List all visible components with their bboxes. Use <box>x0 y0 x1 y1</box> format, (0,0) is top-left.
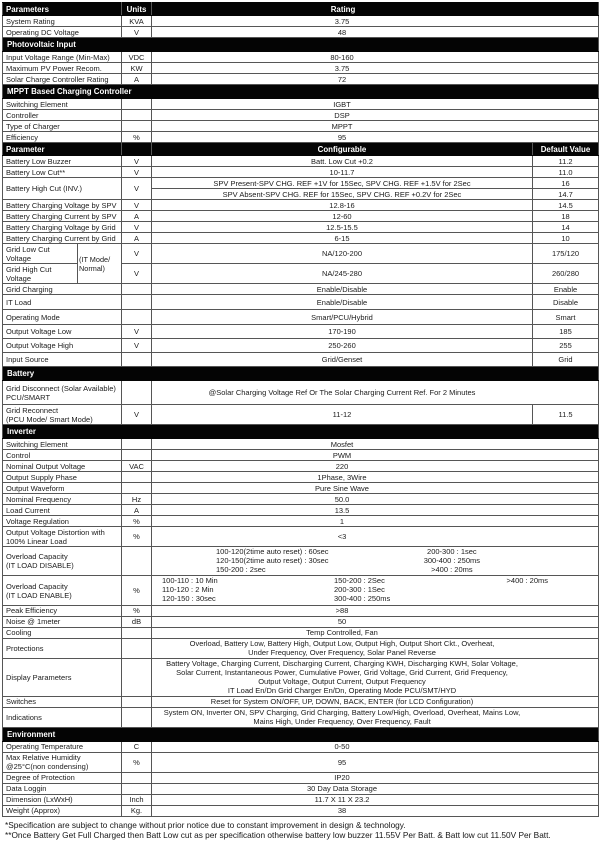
default-cell: Grid <box>533 353 599 367</box>
text-line: 100-110 : 10 Min <box>162 576 218 586</box>
unit-cell: C <box>122 741 152 752</box>
unit-cell: Inch <box>122 794 152 805</box>
param-cell: Cooling <box>3 627 122 638</box>
table-row <box>3 52 599 63</box>
default-cell: 14.7 <box>533 189 599 200</box>
table-row <box>3 167 599 178</box>
table-row <box>3 627 599 638</box>
table-row <box>3 472 599 483</box>
table-row <box>3 178 599 189</box>
value-cell: 30 Day Data Storage <box>152 783 599 794</box>
table-row <box>3 284 599 295</box>
default-cell: 185 <box>533 325 599 339</box>
table-row <box>3 325 599 339</box>
param-cell: Battery Low Buzzer <box>3 156 122 167</box>
unit-cell: VDC <box>122 52 152 63</box>
section-header-row <box>3 38 599 52</box>
param-cell: Battery Charging Voltage by Grid <box>3 222 122 233</box>
param-cell: Indications <box>3 707 122 727</box>
table-row <box>3 494 599 505</box>
table-row <box>3 121 599 132</box>
param-cell: Operating Temperature <box>3 741 122 752</box>
param-cell: Output Supply Phase <box>3 472 122 483</box>
param-cell: Operating Mode <box>3 310 122 325</box>
value-cell: 12.8-16 <box>152 200 533 211</box>
param-cell: Protections <box>3 638 122 658</box>
table-row <box>3 696 599 707</box>
table-row <box>3 805 599 816</box>
param-cell: Degree of Protection <box>3 772 122 783</box>
unit-cell: % <box>122 527 152 547</box>
unit-cell: % <box>122 132 152 143</box>
value-cell: 6-15 <box>152 233 533 244</box>
param-cell: Output Waveform <box>3 483 122 494</box>
unit-cell: KW <box>122 63 152 74</box>
unit-cell: A <box>122 74 152 85</box>
param-cell: Operating DC Voltage <box>3 27 122 38</box>
table-row <box>3 707 599 727</box>
section-title: MPPT Based Charging Controller <box>3 85 599 99</box>
text-line: @25°C(non condensing) <box>6 762 89 772</box>
param-cell: Display Parameters <box>3 658 122 696</box>
unit-cell: V <box>122 178 152 200</box>
param-cell: Input Voltage Range (Min-Max) <box>3 52 122 63</box>
param-cell <box>3 381 122 405</box>
text-line: >400 : 20ms <box>431 564 473 574</box>
text-line: Mains High, Under Frequency, Over Frequency, Fault <box>253 717 431 727</box>
param-cell <box>3 576 122 605</box>
text-line: Normal) <box>79 263 105 273</box>
default-cell: Smart <box>533 310 599 325</box>
text-line: Overload, Battery Low, Battery High, Output Low, Output High, Output Short Ckt., Overheat, <box>189 639 495 649</box>
value-cell: 1Phase, 3Wire <box>152 472 599 483</box>
column-header-configurable: Configurable <box>152 143 533 156</box>
value-cell: 95 <box>152 132 599 143</box>
table-row <box>3 605 599 616</box>
param-cell <box>3 752 122 772</box>
value-cell: 12-60 <box>152 211 533 222</box>
value-cell: 50.0 <box>152 494 599 505</box>
param-cell: Maximum PV Power Recom. <box>3 63 122 74</box>
text-line: PCU/SMART <box>6 392 51 402</box>
param-cell: Load Current <box>3 505 122 516</box>
table-row <box>3 99 599 110</box>
value-cell: 3.75 <box>152 16 599 27</box>
unit-cell: VAC <box>122 461 152 472</box>
text-line: 200-300 : 1Sec <box>333 585 385 595</box>
table-row <box>3 244 599 264</box>
table-row <box>3 516 599 527</box>
value-cell <box>152 576 599 605</box>
value-cell <box>152 658 599 696</box>
value-cell: @Solar Charging Voltage Ref Or The Solar Charging Current Ref. For 2 Minutes <box>152 381 599 405</box>
text-line: 300-400 : 250ms <box>333 593 391 603</box>
unit-cell: Hz <box>122 494 152 505</box>
unit-cell: V <box>122 264 152 284</box>
table-row <box>3 222 599 233</box>
table-row <box>3 752 599 772</box>
param-cell: System Rating <box>3 16 122 27</box>
param-cell: Voltage Regulation <box>3 516 122 527</box>
unit-cell <box>122 310 152 325</box>
value-cell: Reset for System ON/OFF, UP, DOWN, BACK, ENTER (for LCD Configuration) <box>152 696 599 707</box>
unit-cell: V <box>122 200 152 211</box>
default-cell: Disable <box>533 295 599 310</box>
default-cell: 175/120 <box>533 244 599 264</box>
unit-cell <box>122 772 152 783</box>
text-line: Battery Voltage, Charging Current, Discharging Current, Charging KWH, Discharging KWH, Solar Voltage, <box>166 659 518 669</box>
table-row <box>3 353 599 367</box>
param-cell: Grid High Cut Voltage <box>3 264 78 284</box>
value-cell: SPV Absent-SPV CHG. REF for 15Sec, SPV CHG. REF +0.2V for 2Sec <box>152 189 533 200</box>
default-cell: 14.5 <box>533 200 599 211</box>
value-cell <box>152 638 599 658</box>
value-cell: DSP <box>152 110 599 121</box>
value-column-block <box>162 577 218 603</box>
value-cell: NA/245-280 <box>152 264 533 284</box>
text-line: 120-150 : 30sec <box>162 593 216 603</box>
table-row <box>3 794 599 805</box>
text-line: 100% Linear Load <box>6 536 67 546</box>
param-cell: Efficiency <box>3 132 122 143</box>
table-row <box>3 783 599 794</box>
table-row <box>3 74 599 85</box>
value-cell: NA/120-200 <box>152 244 533 264</box>
param-cell: Grid Charging <box>3 284 122 295</box>
value-column-block <box>334 577 390 603</box>
value-cell: Smart/PCU/Hybrid <box>152 310 533 325</box>
unit-cell: % <box>122 576 152 605</box>
value-cell: 50 <box>152 616 599 627</box>
table-row <box>3 63 599 74</box>
unit-cell: % <box>122 516 152 527</box>
text-line: (IT Mode/ <box>79 254 111 264</box>
param-cell: Weight (Approx) <box>3 805 122 816</box>
unit-cell: % <box>122 752 152 772</box>
unit-cell <box>122 783 152 794</box>
unit-cell <box>122 483 152 494</box>
text-line: 150-200 : 2Sec <box>333 576 385 586</box>
table-row <box>3 741 599 752</box>
text-line: IT Load En/Dn Grid Charger En/Dn, Operating Mode PCU/SMT/HYD <box>227 686 457 696</box>
text-line: Grid Disconnect (Solar Available) <box>6 383 116 393</box>
unit-cell: A <box>122 505 152 516</box>
table-row <box>3 310 599 325</box>
table-row <box>3 616 599 627</box>
table-row <box>3 110 599 121</box>
column-header-row <box>3 3 599 16</box>
column-header-parameter: Parameter <box>3 143 122 156</box>
unit-cell: dB <box>122 616 152 627</box>
param-cell: Dimension (LxWxH) <box>3 794 122 805</box>
table-row <box>3 405 599 425</box>
unit-cell: V <box>122 222 152 233</box>
table-row <box>3 638 599 658</box>
table-row <box>3 461 599 472</box>
table-row <box>3 381 599 405</box>
value-cell: 220 <box>152 461 599 472</box>
table-row <box>3 439 599 450</box>
default-cell: 11.2 <box>533 156 599 167</box>
unit-cell <box>122 627 152 638</box>
section-title: Inverter <box>3 425 599 439</box>
section-header-row <box>3 425 599 439</box>
param-cell <box>3 527 122 547</box>
unit-cell <box>122 450 152 461</box>
section-title: Environment <box>3 727 599 741</box>
param-cell: Controller <box>3 110 122 121</box>
value-cell: 10-11.7 <box>152 167 533 178</box>
unit-cell <box>122 638 152 658</box>
param-cell: Battery Charging Current by SPV <box>3 211 122 222</box>
column-header-row <box>3 143 599 156</box>
unit-cell <box>122 707 152 727</box>
unit-cell <box>122 353 152 367</box>
value-cell: 72 <box>152 74 599 85</box>
table-row <box>3 483 599 494</box>
default-cell: Enable <box>533 284 599 295</box>
text-line: 200-300 : 1sec <box>427 547 477 556</box>
text-line: Max Relative Humidity <box>6 753 81 763</box>
column-header-spacer <box>122 143 152 156</box>
text-line: 100-120(2time auto reset) : 60sec <box>216 547 329 556</box>
value-columns <box>152 548 598 574</box>
value-cell: IGBT <box>152 99 599 110</box>
table-row <box>3 132 599 143</box>
param-cell: Nominal Output Voltage <box>3 461 122 472</box>
unit-cell <box>122 381 152 405</box>
column-header-units: Units <box>122 3 152 16</box>
unit-cell <box>122 696 152 707</box>
param-cell: Battery High Cut (INV.) <box>3 178 122 200</box>
default-cell: 255 <box>533 339 599 353</box>
default-cell: 18 <box>533 211 599 222</box>
value-cell: 80-160 <box>152 52 599 63</box>
text-line: 110-120 : 2 Min <box>162 585 214 595</box>
param-cell: Type of Charger <box>3 121 122 132</box>
table-row <box>3 233 599 244</box>
unit-cell <box>122 110 152 121</box>
unit-cell: V <box>122 244 152 264</box>
value-cell: Batt. Low Cut +0.2 <box>152 156 533 167</box>
unit-cell <box>122 295 152 310</box>
param-cell: Nominal Frequency <box>3 494 122 505</box>
text-line: 150-200 : 2sec <box>216 564 266 574</box>
unit-cell: A <box>122 211 152 222</box>
unit-cell: % <box>122 605 152 616</box>
param-cell: Data Loggin <box>3 783 122 794</box>
section-title: Photovoltaic Input <box>3 38 599 52</box>
default-cell: 14 <box>533 222 599 233</box>
value-column-block <box>216 548 329 574</box>
param-cell: Grid Low Cut Voltage <box>3 244 78 264</box>
unit-cell <box>122 658 152 696</box>
param-cell: Battery Charging Voltage by SPV <box>3 200 122 211</box>
table-row <box>3 27 599 38</box>
text-line: (PCU Mode/ Smart Mode) <box>6 414 93 424</box>
value-cell: >88 <box>152 605 599 616</box>
value-cell: Grid/Genset <box>152 353 533 367</box>
unit-cell: V <box>122 325 152 339</box>
value-cell: 12.5-15.5 <box>152 222 533 233</box>
text-line: >400 : 20ms <box>506 576 549 586</box>
text-line: Overload Capacity <box>6 581 68 591</box>
text-line: System ON, Inverter ON, SPV Charging, Grid Charging, Battery Low/High, Overload, Overheat, Mains Low, <box>163 708 521 718</box>
param-cell <box>3 405 122 425</box>
unit-cell <box>122 284 152 295</box>
value-column-block <box>424 548 480 574</box>
default-cell: 11.5 <box>533 405 599 425</box>
table-row <box>3 295 599 310</box>
value-cell: 38 <box>152 805 599 816</box>
default-cell: 10 <box>533 233 599 244</box>
unit-cell <box>122 439 152 450</box>
text-line: (IT LOAD DISABLE) <box>6 561 74 571</box>
value-cell: 170-190 <box>152 325 533 339</box>
value-cell: 13.5 <box>152 505 599 516</box>
text-line: Grid Reconnect <box>6 405 59 415</box>
table-row <box>3 658 599 696</box>
param-cell: Control <box>3 450 122 461</box>
value-cell: 48 <box>152 27 599 38</box>
value-cell: Mosfet <box>152 439 599 450</box>
value-cell: <3 <box>152 527 599 547</box>
param-cell: Output Voltage Low <box>3 325 122 339</box>
value-cell: SPV Present-SPV CHG. REF +1V for 15Sec, SPV CHG. REF +1.5V for 2Sec <box>152 178 533 189</box>
value-cell: Enable/Disable <box>152 284 533 295</box>
unit-cell: V <box>122 405 152 425</box>
value-cell: MPPT <box>152 121 599 132</box>
unit-cell <box>122 547 152 576</box>
value-cell: 250-260 <box>152 339 533 353</box>
value-cell: Enable/Disable <box>152 295 533 310</box>
section-header-row <box>3 85 599 99</box>
param-cell: Switching Element <box>3 99 122 110</box>
section-header-row <box>3 367 599 381</box>
table-row <box>3 505 599 516</box>
column-header-parameters: Parameters <box>3 3 122 16</box>
text-line: 120-150(2time auto reset) : 30sec <box>216 555 329 565</box>
table-row <box>3 156 599 167</box>
table-row <box>3 16 599 27</box>
text-line: Solar Current, Instantaneous Power, Cumulative Power, Grid Voltage, Grid Current, Grid Frequency, <box>176 668 508 678</box>
param-mode-cell <box>78 244 122 284</box>
default-cell: 260/280 <box>533 264 599 284</box>
column-header-default-value: Default Value <box>533 143 599 156</box>
unit-cell <box>122 121 152 132</box>
param-cell: Output Voltage High <box>3 339 122 353</box>
unit-cell <box>122 99 152 110</box>
param-cell: IT Load <box>3 295 122 310</box>
value-cell <box>152 707 599 727</box>
param-cell: Battery Charging Current by Grid <box>3 233 122 244</box>
value-cell <box>152 547 599 576</box>
section-header-row <box>3 727 599 741</box>
param-cell: Switches <box>3 696 122 707</box>
unit-cell <box>122 472 152 483</box>
text-line: Output Voltage, Output Current, Output Frequency <box>258 677 426 687</box>
unit-cell: V <box>122 27 152 38</box>
unit-cell: V <box>122 339 152 353</box>
value-cell: 1 <box>152 516 599 527</box>
unit-cell: Kg. <box>122 805 152 816</box>
value-column-block <box>507 577 548 586</box>
default-cell: 16 <box>533 178 599 189</box>
table-row <box>3 772 599 783</box>
footnote-spec-change: *Specification are subject to change without prior notice due to constant improvement in design & technology. <box>5 819 406 830</box>
param-cell: Peak Efficiency <box>3 605 122 616</box>
param-cell: Switching Element <box>3 439 122 450</box>
param-cell: Noise @ 1meter <box>3 616 122 627</box>
unit-cell: KVA <box>122 16 152 27</box>
param-cell: Solar Charge Controller Rating <box>3 74 122 85</box>
spec-table-body <box>3 3 599 817</box>
unit-cell: V <box>122 156 152 167</box>
table-row <box>3 547 599 576</box>
unit-cell: V <box>122 167 152 178</box>
value-cell: Temp Controlled, Fan <box>152 627 599 638</box>
table-row <box>3 450 599 461</box>
table-row <box>3 211 599 222</box>
column-header-rating: Rating <box>152 3 599 16</box>
value-cell: Pure Sine Wave <box>152 483 599 494</box>
spec-table <box>2 2 599 817</box>
value-cell: 0-50 <box>152 741 599 752</box>
param-cell <box>3 547 122 576</box>
text-line: Under Frequency, Over Frequency, Solar Panel Reverse <box>248 648 436 658</box>
value-columns <box>152 577 598 603</box>
table-row <box>3 339 599 353</box>
table-row <box>3 527 599 547</box>
unit-cell: A <box>122 233 152 244</box>
value-cell: 11.7 X 11 X 23.2 <box>152 794 599 805</box>
text-line: (IT LOAD ENABLE) <box>6 590 72 600</box>
value-cell: PWM <box>152 450 599 461</box>
table-row <box>3 200 599 211</box>
text-line: Output Voltage Distortion with <box>6 527 105 537</box>
text-line: 300-400 : 250ms <box>423 555 481 565</box>
footnotes <box>5 820 598 841</box>
text-line: Overload Capacity <box>6 552 68 562</box>
footnote-battery-lowcut: **Once Battery Get Full Charged then Batt Low cut as per specification otherwise battery low buzzer 11.55V Per Batt. & Batt low cut 11.50V Per Batt. <box>5 830 551 841</box>
table-row <box>3 576 599 605</box>
value-cell: 95 <box>152 752 599 772</box>
param-cell: Battery Low Cut** <box>3 167 122 178</box>
value-cell: IP20 <box>152 772 599 783</box>
section-title: Battery <box>3 367 599 381</box>
param-cell: Input Source <box>3 353 122 367</box>
value-cell: 3.75 <box>152 63 599 74</box>
default-cell: 11.0 <box>533 167 599 178</box>
value-cell: 11-12 <box>152 405 533 425</box>
